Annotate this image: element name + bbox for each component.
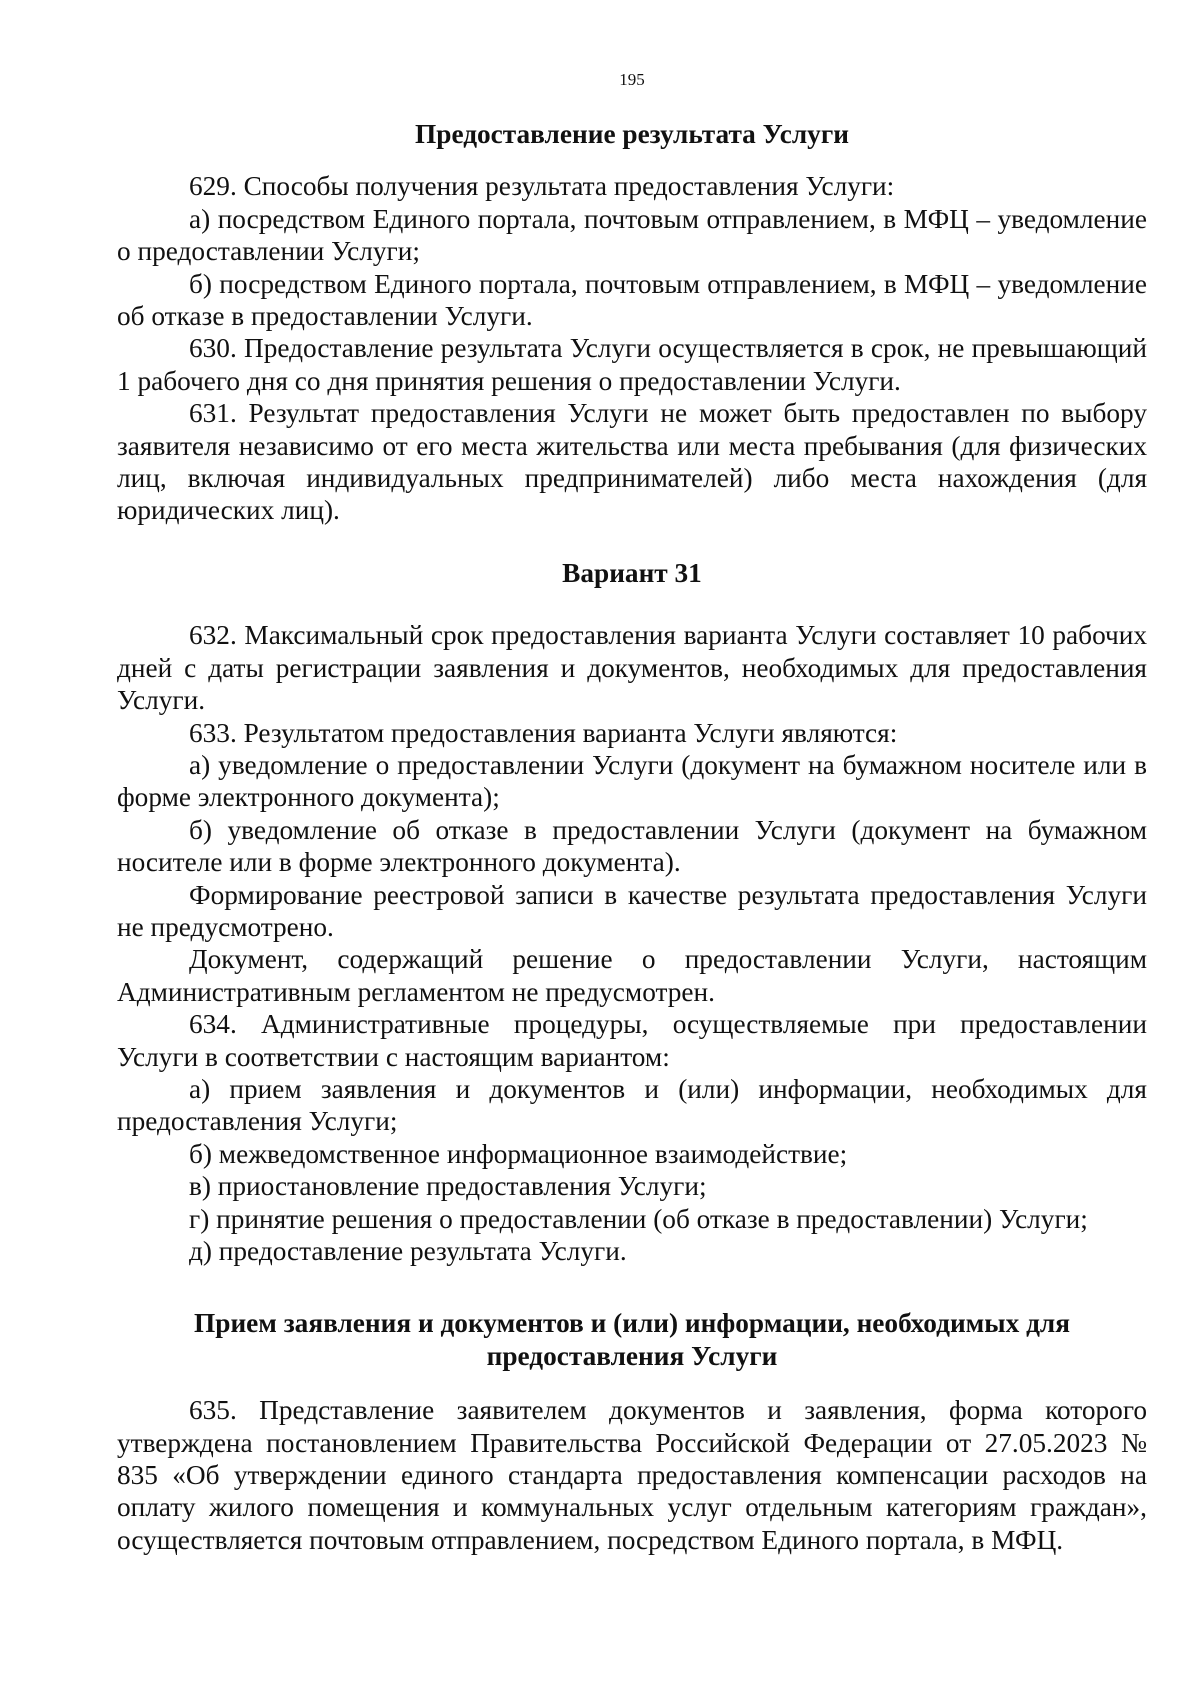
paragraph-634-a: а) прием заявления и документов и (или) информации, необходимых для предоставления Услуги; bbox=[117, 1073, 1147, 1137]
paragraph-631: 631. Результат предоставления Услуги не может быть предоставлен по выбору заявителя независимо от его места жительства или места пребывания (для физических лиц, включая индивидуальных предпринимателей) либо места нахождения (для юридических лиц). bbox=[117, 398, 1147, 526]
paragraph-decision-document: Документ, содержащий решение о предоставлении Услуги, настоящим Административным регламентом не предусмотрен. bbox=[117, 944, 1147, 1007]
paragraph-629-b: б) посредством Единого портала, почтовым отправлением, в МФЦ – уведомление об отказе в предоставлении Услуги. bbox=[117, 268, 1147, 332]
section-heading-variant-31: Вариант 31 bbox=[562, 557, 702, 588]
paragraph-634-d: д) предоставление результата Услуги. bbox=[189, 1236, 627, 1266]
paragraph-629: 629. Способы получения результата предоставления Услуги: bbox=[189, 171, 895, 202]
paragraph-633-a: а) уведомление о предоставлении Услуги (документ на бумажном носителе или в форме электронного документа); bbox=[117, 749, 1147, 813]
paragraph-633: 633. Результатом предоставления варианта Услуги являются: bbox=[189, 717, 898, 748]
paragraph-634-v: в) приостановление предоставления Услуги; bbox=[189, 1171, 707, 1202]
paragraph-629-a: а) посредством Единого портала, почтовым отправлением, в МФЦ – уведомление о предоставлении Услуги; bbox=[117, 203, 1147, 267]
page-number: 195 bbox=[619, 70, 645, 89]
document-content bbox=[117, 118, 1147, 1556]
paragraph-registry-record: Формирование реестровой записи в качестве результата предоставления Услуги не предусмотрено. bbox=[117, 879, 1147, 942]
paragraph-630: 630. Предоставление результата Услуги осуществляется в срок, не превышающий 1 рабочего дня со дня принятия решения о предоставлении Услуги. bbox=[117, 333, 1147, 396]
section-heading-application bbox=[117, 1307, 1147, 1372]
section-heading-application-line2: предоставления Услуги bbox=[486, 1340, 778, 1371]
paragraph-635: 635. Представление заявителем документов и заявления, форма которого утверждена постановлением Правительства Российской Федерации от 27.05.2023 № 835 «Об утверждении единого стандарта предоставления компенсации расходов на оплату жилого помещения и коммунальных услуг отдельным категориям граждан», осуществляется почтовым отправлением, посредством Единого портала, в МФЦ. bbox=[117, 1395, 1147, 1555]
section-heading-result: Предоставление результата Услуги bbox=[415, 119, 849, 149]
paragraph-634-g: г) принятие решения о предоставлении (об отказе в предоставлении) Услуги; bbox=[189, 1203, 1088, 1234]
section-heading-application-line1: Прием заявления и документов и (или) информации, необходимых для bbox=[194, 1308, 1070, 1339]
paragraph-634-b: б) межведомственное информационное взаимодействие; bbox=[189, 1138, 848, 1169]
document-page bbox=[117, 0, 1147, 1697]
paragraph-633-b: б) уведомление об отказе в предоставлении Услуги (документ на бумажном носителе или в форме электронного документа). bbox=[117, 814, 1147, 878]
paragraph-632: 632. Максимальный срок предоставления варианта Услуги составляет 10 рабочих дней с даты регистрации заявления и документов, необходимых для предоставления Услуги. bbox=[117, 620, 1147, 716]
paragraph-634: 634. Административные процедуры, осуществляемые при предоставлении Услуги в соответствии с настоящим вариантом: bbox=[117, 1009, 1147, 1072]
